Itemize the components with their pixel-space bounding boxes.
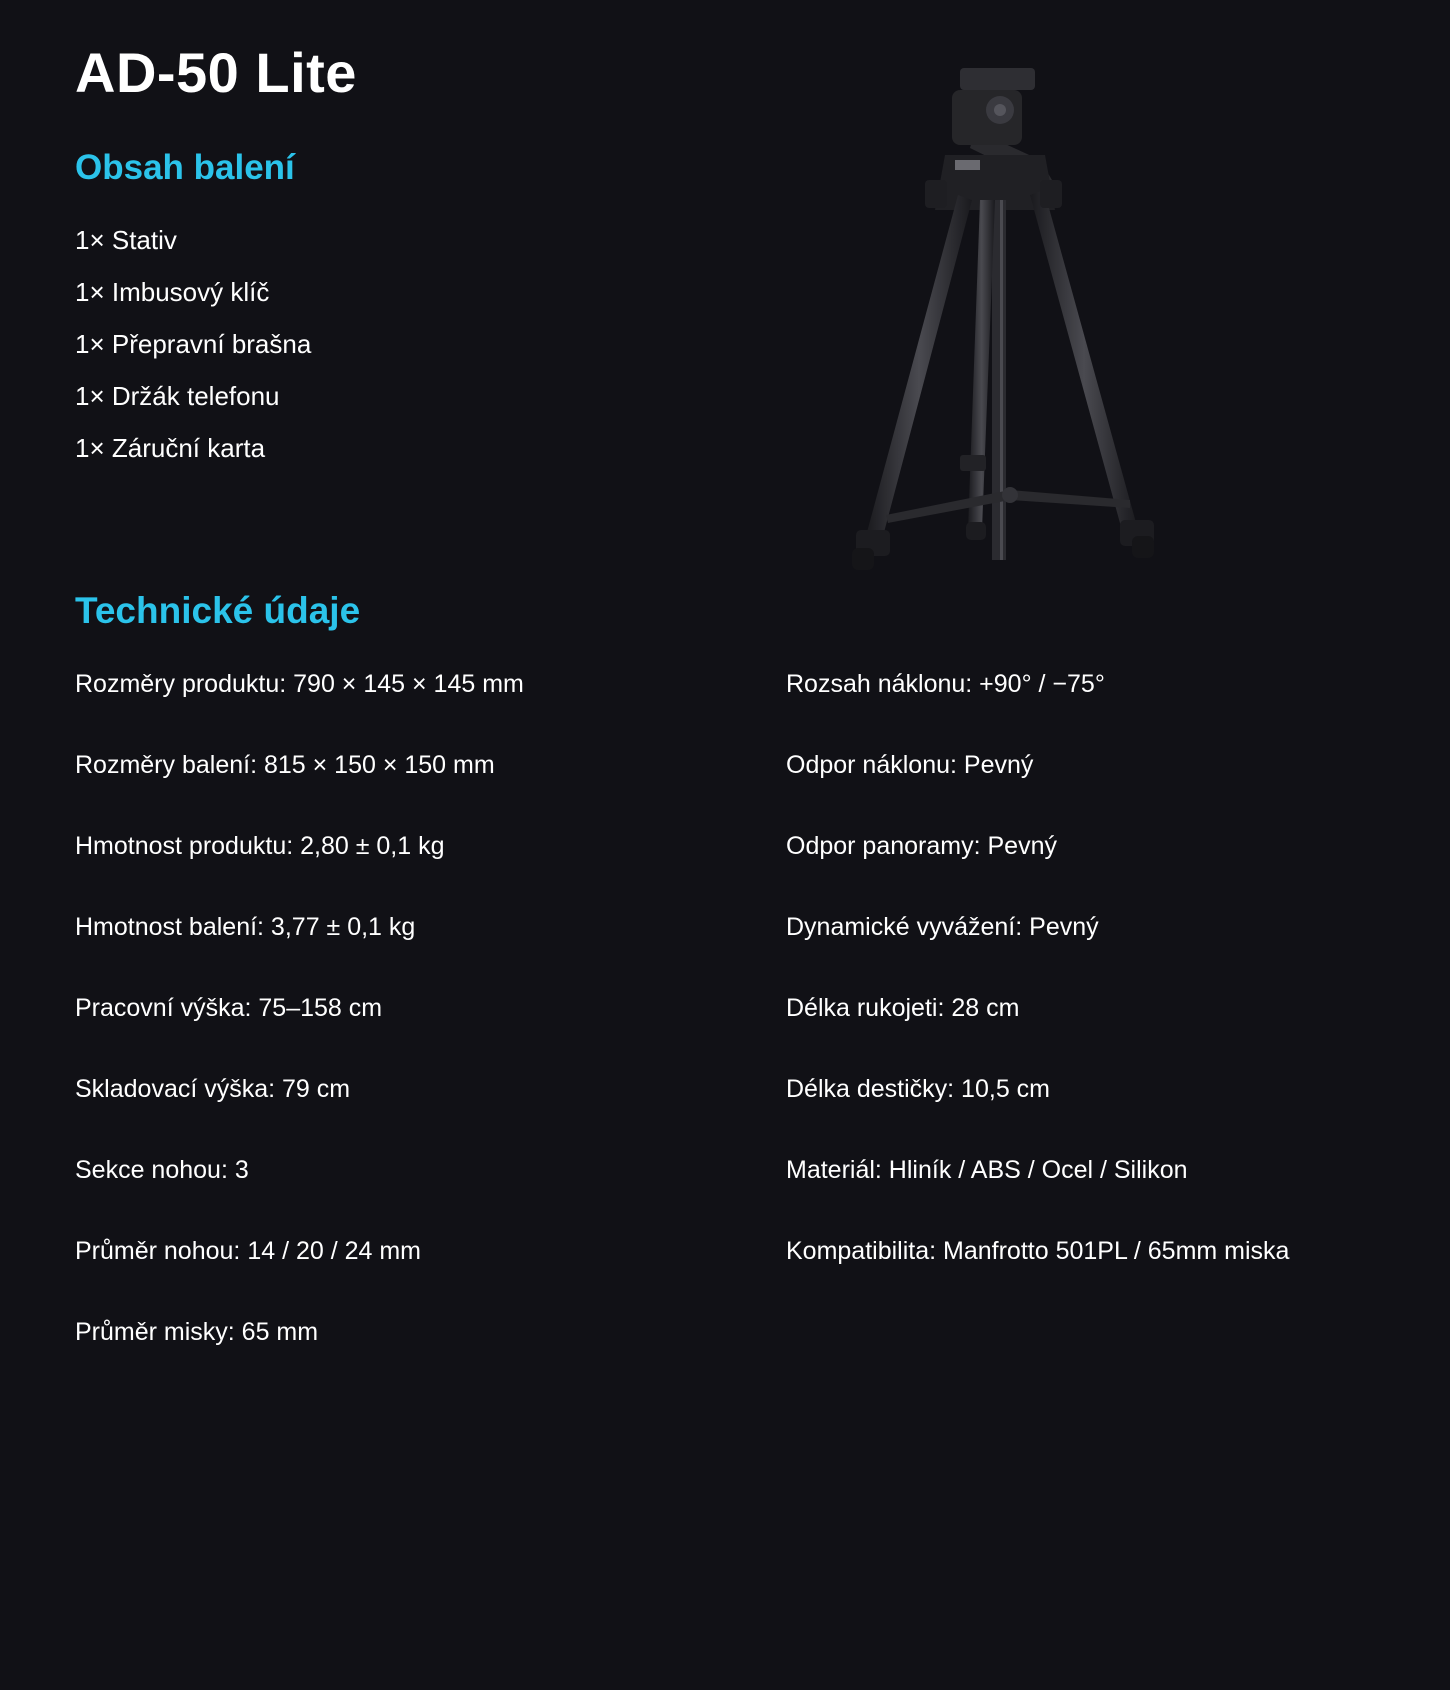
package-item: 1× Držák telefonu xyxy=(75,381,280,411)
spec-item: Průměr nohou: 14 / 20 / 24 mm xyxy=(75,1237,422,1265)
spec-item: Dynamické vyvážení: Pevný xyxy=(786,913,1099,941)
package-item: 1× Přepravní brašna xyxy=(75,329,312,359)
package-item: 1× Imbusový klíč xyxy=(75,277,270,307)
spec-item: Rozměry balení: 815 × 150 × 150 mm xyxy=(75,751,495,779)
spec-item: Rozsah náklonu: +90° / −75° xyxy=(786,670,1105,698)
product-title: AD-50 Lite xyxy=(75,41,357,104)
package-list xyxy=(75,222,311,482)
spec-item: Průměr misky: 65 mm xyxy=(75,1318,319,1346)
spec-item: Pracovní výška: 75–158 cm xyxy=(75,994,383,1022)
spec-item: Rozměry produktu: 790 × 145 × 145 mm xyxy=(75,670,524,698)
spec-item: Délka rukojeti: 28 cm xyxy=(786,994,1020,1022)
spec-item: Hmotnost produktu: 2,80 ± 0,1 kg xyxy=(75,832,445,860)
package-item: 1× Stativ xyxy=(75,225,177,255)
tripod-image xyxy=(840,60,1180,620)
specs-list-left xyxy=(75,666,524,1395)
spec-item: Sekce nohou: 3 xyxy=(75,1156,249,1184)
spec-item: Hmotnost balení: 3,77 ± 0,1 kg xyxy=(75,913,416,941)
package-item: 1× Záruční karta xyxy=(75,433,266,463)
spec-item: Materiál: Hliník / ABS / Ocel / Silikon xyxy=(786,1156,1188,1184)
specs-heading: Technické údaje xyxy=(75,590,361,631)
spec-item: Odpor náklonu: Pevný xyxy=(786,751,1034,779)
spec-item: Skladovací výška: 79 cm xyxy=(75,1075,351,1103)
spec-item: Délka destičky: 10,5 cm xyxy=(786,1075,1050,1103)
spec-item: Kompatibilita: Manfrotto 501PL / 65mm miska xyxy=(786,1237,1290,1265)
specs-list-right xyxy=(786,666,1289,1314)
package-heading: Obsah balení xyxy=(75,148,295,187)
spec-item: Odpor panoramy: Pevný xyxy=(786,832,1057,860)
